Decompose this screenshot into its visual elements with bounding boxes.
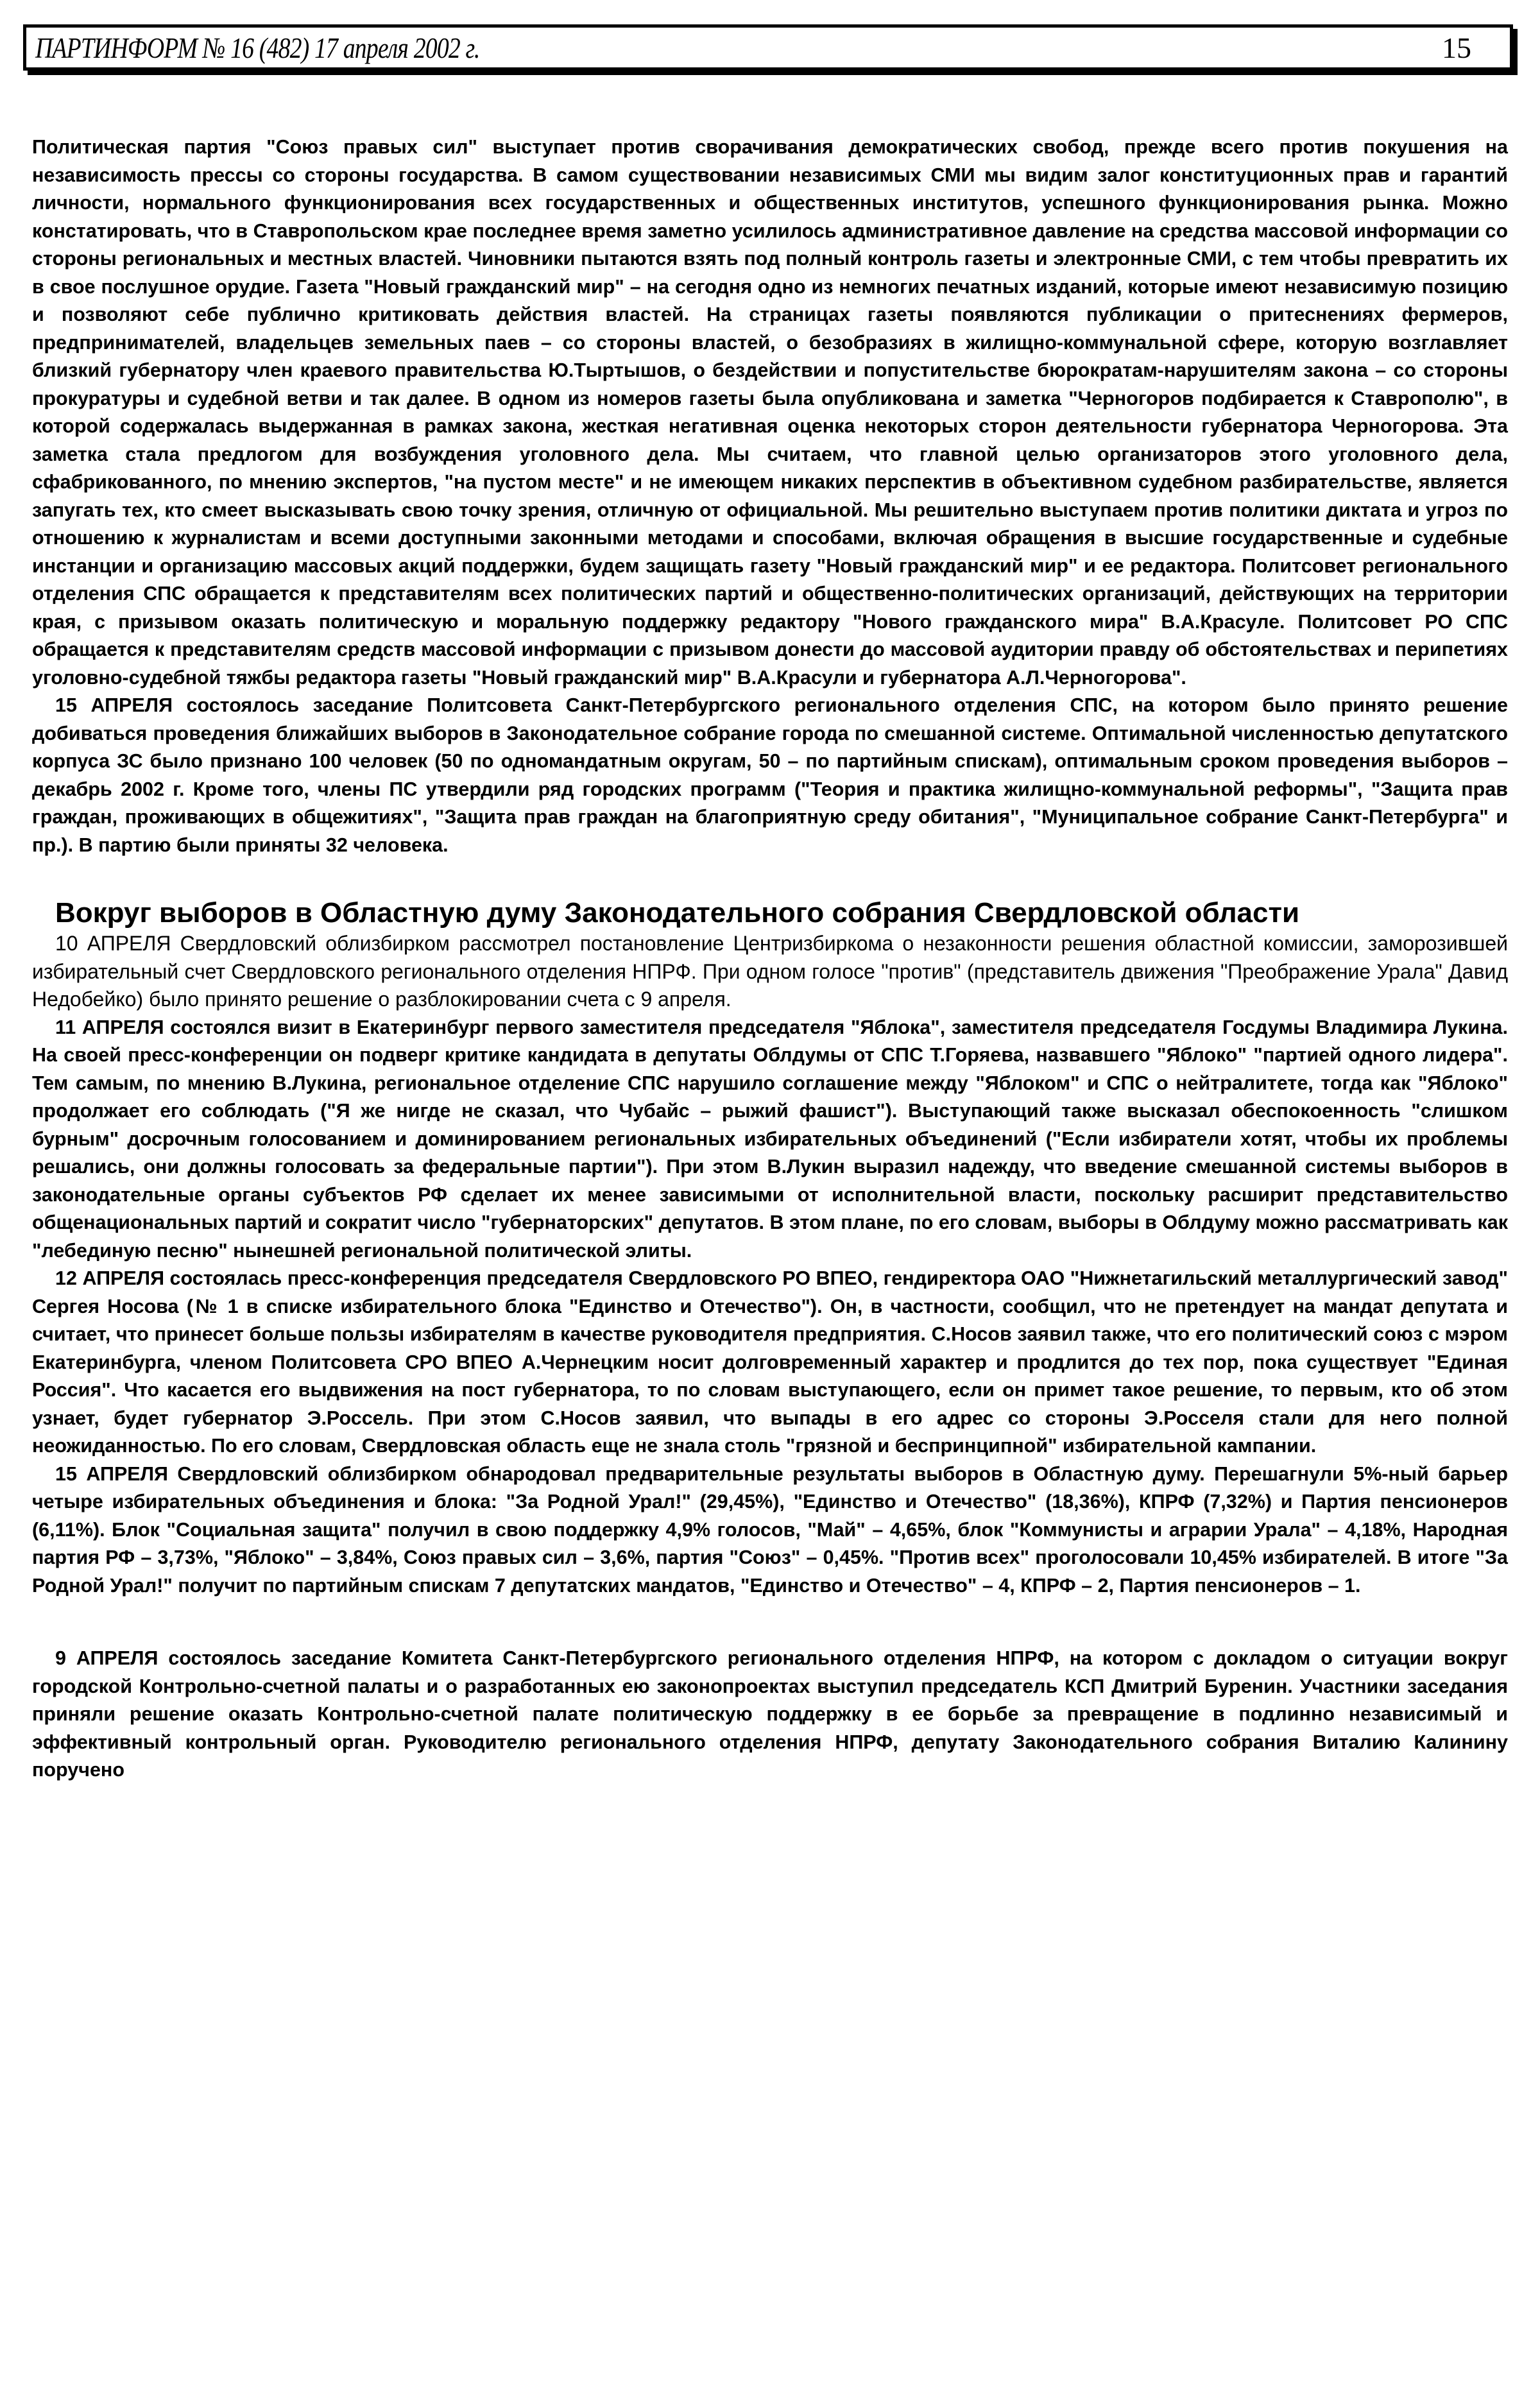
paragraph-text: состоялся визит в Екатеринбург первого заместителя председателя "Яблока", заместителя председателя Госдумы Владимира Лукина. На своей пресс-конференции он подверг критике кандидата в депутаты Облдумы от СПС Т.Горяева, назвавшего "Яблоко" "партией одного лидера". Тем самым, по мнению В.Лукина, региональное отделение СПС нарушило соглашение между "Яблоком" и СПС о нейтралитете, тогда как "Яблоко" продолжает его соблюдать ("Я же нигде не сказал, что Чубайс – рыжий фашист"). Выступающий также высказал обеспокоенность "слишком бурным" досрочным голосованием и доминированием региональных избирательных объединений ("Если избиратели хотят, чтобы их проблемы решались, они должны голосовать за федеральные партии"). При этом В.Лукин выразил надежду, что введение смешанной системы выборов в законодательные органы субъектов РФ сделает их менее зависимыми от исполнительной власти, поскольку расширит представительство общенациональных партий и сократит число "губернаторских" депутатов. В этом плане, по его словам, выборы в Облдуму можно рассматривать как "лебединую песню" нынешней региональной политической элиты. [32,1016,1508,1262]
page-content [32,133,1508,1785]
sps-statement-paragraph: Политическая партия "Союз правых сил" выступает против сворачивания демократических свобод, прежде всего против покушения на независимость прессы со стороны государства. В самом существовании независимых СМИ мы видим залог конституционных прав и гарантий личности, нормального функционирования всех государственных и общественных институтов, успешного функционирования рынка. Можно констатировать, что в Ставропольском крае последнее время заметно усилилось административное давление на средства массовой информации со стороны региональных и местных властей. Чиновники пытаются взять под полный контроль газеты и электронные СМИ, с тем чтобы превратить их в свое послушное орудие. Газета "Новый гражданский мир" – на сегодня одно из немногих печатных изданий, которые имеют независимую позицию и позволяют себе публично критиковать действия властей. На страницах газеты появляются публикации о притеснениях фермеров, предпринимателей, владельцев земельных паев – со стороны властей, о безобразиях в жилищно-коммунальной сфере, которую возглавляет близкий губернатору член краевого правительства Ю.Тыртышов, о бездействии и попустительстве бюрократам-нарушителям закона – со стороны прокуратуры и судебной ветви и так далее. В одном из номеров газеты была опубликована и заметка "Черногоров подбирается к Ставрополю", в которой содержалась выдержанная в рамках закона, жесткая негативная оценка некоторых сторон деятельности губернатора Черногорова. Эта заметка стала предлогом для возбуждения уголовного дела. Мы считаем, что главной целью организаторов этого уголовного дела, сфабрикованного, по мнению экспертов, "на пустом месте" и не имеющем никаких перспектив в объективном судебном разбирательстве, является запугать тех, кто смеет высказывать свою точку зрения, отличную от официальной. Мы решительно выступаем против политики диктата и угроз по отношению к журналистам и всеми доступными законными методами и способами, включая обращения в высшие государственные и судебные инстанции и организацию массовых акций поддержки, будем защищать газету "Новый гражданский мир" и ее редактора. Политсовет регионального отделения СПС обращается к представителям всех политических партий и общественно-политических организаций, действующих на территории края, с призывом оказать политическую и моральную поддержку редактору "Нового гражданского мира" В.А.Красуле. Политсовет РО СПС обращается к представителям средств массовой информации с призывом донести до массовой аудитории правду об обстоятельствах и перипетиях уголовно-судебной тяжбы редактора газеты "Новый гражданский мир" В.А.Красули и губернатора А.Л.Черногорова". [32,136,1508,689]
page-header [23,24,1513,71]
paragraph-text: состоялась пресс-конференция председателя Свердловского РО ВПЕО, гендиректора ОАО "Нижнетагильский металлургический завод" Сергея Носова (№ 1 в списке избирательного блока "Единство и Отечество"). Он, в частности, сообщил, что не претендует на мандат депутата и считает, что принесет больше пользы избирателям в качестве руководителя предприятия. С.Носов заявил также, что его политический союз с мэром Екатеринбурга, членом Политсовета СРО ВПЕО А.Чернецким носит долговременный характер и продлится до тех пор, пока существует "Единая Россия". Что касается его выдвижения на пост губернатора, то по словам выступающего, если он примет такое решение, то первым, кто об этом узнает, будет губернатор Э.Россель. При этом С.Носов заявил, что выпады в его адрес со стороны Э.Росселя стали для него полной неожиданностью. По его словам, Свердловская область еще не знала столь "грязной и беспринципной" избирательной кампании. [32,1267,1508,1457]
page-number: 15 [1442,31,1471,64]
news-item [32,1265,1508,1461]
npf-committee-paragraph [32,1645,1508,1785]
date-label: 11 АПРЕЛЯ [55,1016,164,1038]
date-label: 15 АПРЕЛЯ [55,694,173,716]
date-label: 15 АПРЕЛЯ [55,1462,168,1485]
date-label: 10 АПРЕЛЯ [55,932,171,955]
paragraph-text: состоялось заседание Комитета Санкт-Петербургского регионального отделения НПРФ, на котором с докладом о ситуации вокруг городской Контрольно-счетной палаты и о разработанных ею законопроектах выступил председатель КСП Дмитрий Буренин. Участники заседания приняли решение оказать Контрольно-счетной палате политическую поддержку в ее борьбе за превращение в подлинно независимый и эффективный контрольный орган. Руководителю регионального отделения НПРФ, депутату Законодательного собрания Виталию Калинину поручено [32,1647,1508,1781]
news-item [32,1461,1508,1600]
date-label: 12 АПРЕЛЯ [55,1267,165,1289]
section-title: Вокруг выборов в Областную думу Законодательного собрания Свердловской области [55,897,1300,929]
paragraph-text: Свердловский облизбирком обнародовал предварительные результаты выборов в Областную думу. Перешагнули 5%-ный барьер четыре избирательных объединения и блока: "За Родной Урал!" (29,45%), "Единство и Отечество" (18,36%), КПРФ (7,32%) и Партия пенсионеров (6,11%). Блок "Социальная защита" получил в свою поддержку 4,9% голосов, "Май" – 4,65%, блок "Коммунисты и аграрии Урала" – 4,18%, Народная партия РФ – 3,73%, "Яблоко" – 3,84%, Союз правых сил – 3,6%, партия "Союз" – 0,45%. "Против всех" проголосовали 10,45% избирателей. В итоге "За Родной Урал!" получит по партийным спискам 7 депутатских мандатов, "Единство и Отечество" – 4, КПРФ – 2, Партия пенсионеров – 1. [32,1462,1508,1597]
news-item [32,930,1508,1014]
paragraph-text: состоялось заседание Политсовета Санкт-Петербургского регионального отделения СПС, на котором было принято решение добиваться проведения ближайших выборов в Законодательное собрание города по смешанной системе. Оптимальной численностью депутатского корпуса ЗС было признано 100 человек (50 по одномандатным округам, 50 – по партийным спискам), оптимальным сроком проведения выборов – декабрь 2002 г. Кроме того, члены ПС утвердили ряд городских программ ("Теория и практика жилищно-коммунальной реформы", "Защита прав граждан, проживающих в общежитиях", "Защита прав граждан на благоприятную среду обитания", "Муниципальное собрание Санкт-Петербурга" и пр.). В партию были приняты 32 человека. [32,694,1508,856]
news-item [32,1014,1508,1265]
publication-title: ПАРТИНФОРМ № 16 (482) 17 апреля 2002 г. [35,31,480,64]
paragraph-text: Свердловский облизбирком рассмотрел постановление Центризбиркома о незаконности решения областной комиссии, заморозившей избирательный счет Свердловского регионального отделения НПРФ. При одном голосе "против" (представитель движения "Преображение Урала" Давид Недобейко) было принято решение о разблокировании счета с 9 апреля. [32,932,1509,1011]
spb-politsovet-paragraph [32,692,1508,859]
date-label: 9 АПРЕЛЯ [55,1647,158,1669]
